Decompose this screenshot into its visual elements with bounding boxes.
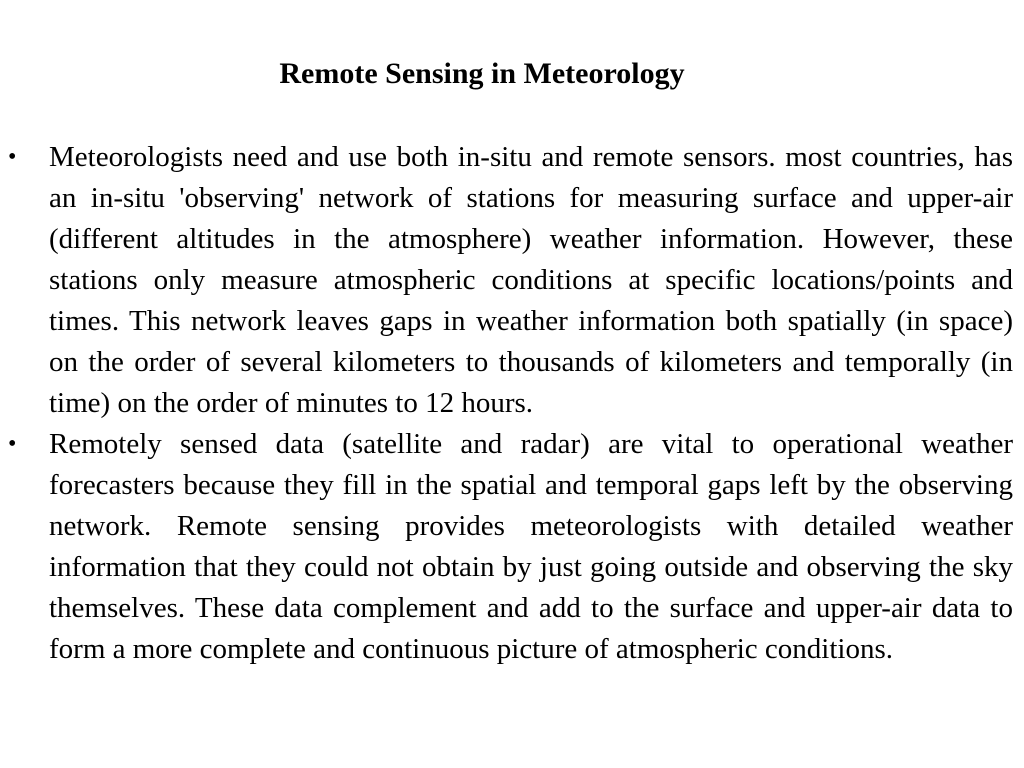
bullet-item [0, 137, 1024, 424]
bullet-marker: • [8, 431, 17, 457]
bullet-marker: • [8, 144, 17, 170]
bullet-list [0, 137, 1024, 670]
bullet-item [0, 424, 1024, 670]
bullet-text: Meteorologists need and use both in-situ and remote sensors. most countries, has an in-situ 'observing' network of stations for measuring surface and upper-air (different altitudes in the atmosphere) weather information. However, these stations only measure atmospheric conditions at specific locations/points and times. This network leaves gaps in weather information both spatially (in space) on the order of several kilometers to thousands of kilometers and temporally (in time) on the order of minutes to 12 hours. [49, 141, 1013, 419]
bullet-text: Remotely sensed data (satellite and radar) are vital to operational weather forecasters because they fill in the spatial and temporal gaps left by the observing network. Remote sensing provides meteorologists with detailed weather information that they could not obtain by just going outside and observing the sky themselves. These data complement and add to the surface and upper-air data to form a more complete and continuous picture of atmospheric conditions. [49, 428, 1013, 665]
slide-title: Remote Sensing in Meteorology [279, 57, 685, 90]
